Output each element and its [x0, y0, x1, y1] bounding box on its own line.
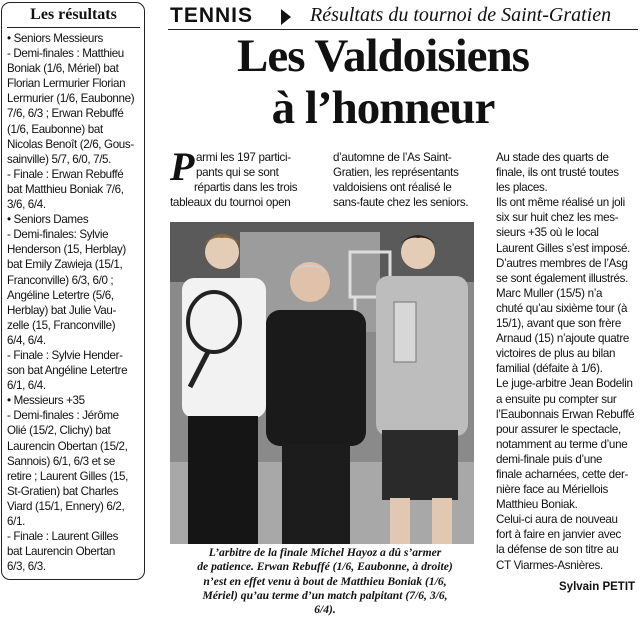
article-line: Ils ont même réalisé un joli [496, 196, 625, 210]
article-line: l’Eaubonnais Erwan Rebuffé [496, 407, 635, 421]
photo-caption [170, 546, 480, 617]
article-line: Marc Muller (15/5) n’a [496, 286, 603, 300]
result-line: 3/6, 6/4. [7, 198, 46, 212]
article-line: familial (défaite à 1/6). [496, 362, 603, 376]
section-subtitle: Résultats du tournoi de Saint-Gratien [310, 4, 612, 26]
caption-line: n’est en effet venu à bout de Matthieu Boniak (1/6, [203, 574, 447, 588]
article-line: sieurs +35 où le local [496, 226, 599, 240]
result-line: Herblay) bat Julie Vau- [7, 303, 117, 317]
byline: Sylvain PETIT [559, 581, 636, 593]
article-line: six sur huit chez les mes- [496, 211, 619, 225]
article-line: d’automne de l’As Saint- [333, 151, 452, 164]
drop-cap: P [170, 144, 195, 189]
article-line: la défense de son titre au [496, 543, 619, 557]
article-line: a ensuite pu compter sur [496, 392, 617, 406]
result-line: Viard (15/1, Ennery) 6/2, [7, 499, 125, 513]
article-line: fort à faire en janvier avec [496, 528, 621, 542]
article-column-1 [170, 144, 320, 210]
result-line: Boniak (1/6, Mériel) bat [7, 62, 119, 76]
article-column-3 [496, 150, 640, 573]
article-line: répartis dans les trois [194, 181, 298, 195]
article-line: 15/1), avant que son frère [496, 317, 621, 331]
result-line: Nicolas Benoît (2/6, Gous- [7, 137, 134, 151]
results-sidebar [1, 2, 145, 580]
result-line: Laurencin Obertan (15/2, [7, 439, 128, 453]
caption-line: de patience. Erwan Rebuffé (1/6, Eaubonne, à droite) [197, 560, 453, 574]
article-line: armi les 197 partici- [196, 151, 291, 164]
article-line: pants qui se sont [196, 166, 279, 180]
article-column-2 [333, 150, 485, 210]
article-line: Laurent Gilles s’est imposé. [496, 241, 631, 255]
result-line: 6/1. [7, 515, 25, 528]
result-line: son bat Angéline Letertre [7, 364, 128, 378]
article-line: nière face au Mériellois [496, 483, 609, 497]
result-line: - Finale : Sylvie Hender- [7, 348, 123, 362]
photo-illustration [170, 222, 474, 544]
results-list [7, 31, 140, 574]
result-line: bat Emily Zawieja (15/1, [7, 258, 123, 272]
article-line: chuté qu’au sixième tour (à [496, 301, 628, 315]
article-line: Au stade des quarts de [496, 151, 609, 164]
result-line: Franconville) 6/3, 6/0 ; [7, 273, 114, 287]
result-line: - Finale : Erwan Rebuffé [7, 167, 124, 181]
result-line: - Demi-finales: Sylvie [7, 228, 109, 242]
article-line: victoires de plus au bilan [496, 347, 616, 361]
sidebar-title: Les résultats [7, 6, 140, 28]
result-line: Olié (15/2, Clichy) bat [7, 424, 111, 438]
caption-line: Mériel) qu’au terme d’un match palpitant (7/6, 3/6, [202, 588, 448, 602]
article-line: Celui-ci aura de nouveau [496, 513, 618, 527]
article-line: finale acharnées, cette der- [496, 467, 629, 481]
article-line: finale, ils ont trusté toutes [496, 166, 619, 180]
result-line: 7/6, 6/3 ; Erwan Rebuffé [7, 107, 124, 121]
result-line: • Seniors Dames [7, 213, 89, 227]
result-line: • Messieurs +35 [7, 394, 85, 408]
result-line: 6/3, 6/3. [7, 560, 46, 574]
result-line: bat Laurencin Obertan [7, 545, 116, 559]
headline [168, 30, 598, 134]
caption-line: L’arbitre de la finale Michel Hayoz a dû s’armer [208, 546, 442, 559]
result-line: (1/6, Eaubonne) bat [7, 122, 103, 136]
result-line: - Finale : Laurent Gilles [7, 530, 119, 544]
caption-line: 6/4). [314, 603, 336, 617]
result-line: - Demi-finales : Jérôme [7, 409, 119, 423]
result-line: Henderson (15, Herblay) [7, 243, 126, 257]
article-line: se sont également illustrés. [496, 271, 629, 285]
result-line: Florian Lermurier Florian [7, 77, 126, 91]
article-line: tableaux du tournoi open [170, 196, 291, 210]
result-line: St-Gratien) bat Charles [7, 484, 119, 498]
result-line: • Seniors Messieurs [7, 32, 103, 45]
article-line: CT Viarmes-Asnières. [496, 558, 603, 572]
result-line: Angéline Letertre (5/6, [7, 288, 114, 302]
article-line: les places. [496, 181, 548, 195]
section-rubric [168, 3, 638, 30]
article-line: D’autres membres de l’Asg [496, 256, 628, 270]
result-line: zelle (15, Franconville) [7, 318, 116, 332]
result-line: - Demi-finales : Matthieu [7, 47, 124, 61]
article-line: Gratien, les représentants [333, 166, 459, 180]
result-line: 6/1, 6/4. [7, 379, 46, 393]
section-tag: TENNIS [170, 4, 254, 27]
result-line: bat Matthieu Boniak 7/6, [7, 182, 124, 196]
result-line: sainville) 5/7, 6/0, 7/5. [7, 152, 112, 166]
headline-line-2: à l’honneur [271, 82, 495, 134]
article-photo [170, 222, 474, 544]
result-line: Sannois) 6/1, 6/3 et se [7, 454, 115, 468]
result-line: Lermurier (1/6, Eaubonne) [7, 92, 135, 106]
article-line: Arnaud (15) n’ajoute quatre [496, 332, 630, 346]
arrow-right-icon [281, 9, 291, 25]
article-line: sans-faute chez les seniors. [333, 196, 469, 210]
article-line: notamment au terme d’une [496, 437, 628, 451]
article-line: demi-finale puis d’une [496, 452, 603, 466]
headline-line-1: Les Valdoisiens [237, 30, 529, 82]
article-line: valdoisiens ont réalisé le [333, 181, 452, 195]
result-line: 6/4, 6/4. [7, 333, 46, 347]
result-line: retire ; Laurent Gilles (15, [7, 469, 129, 483]
article-line: Matthieu Boniak. [496, 498, 578, 512]
article-line: pour assurer le spectacle, [496, 422, 621, 436]
article-line: Le juge-arbitre Jean Bodelin [496, 377, 633, 391]
